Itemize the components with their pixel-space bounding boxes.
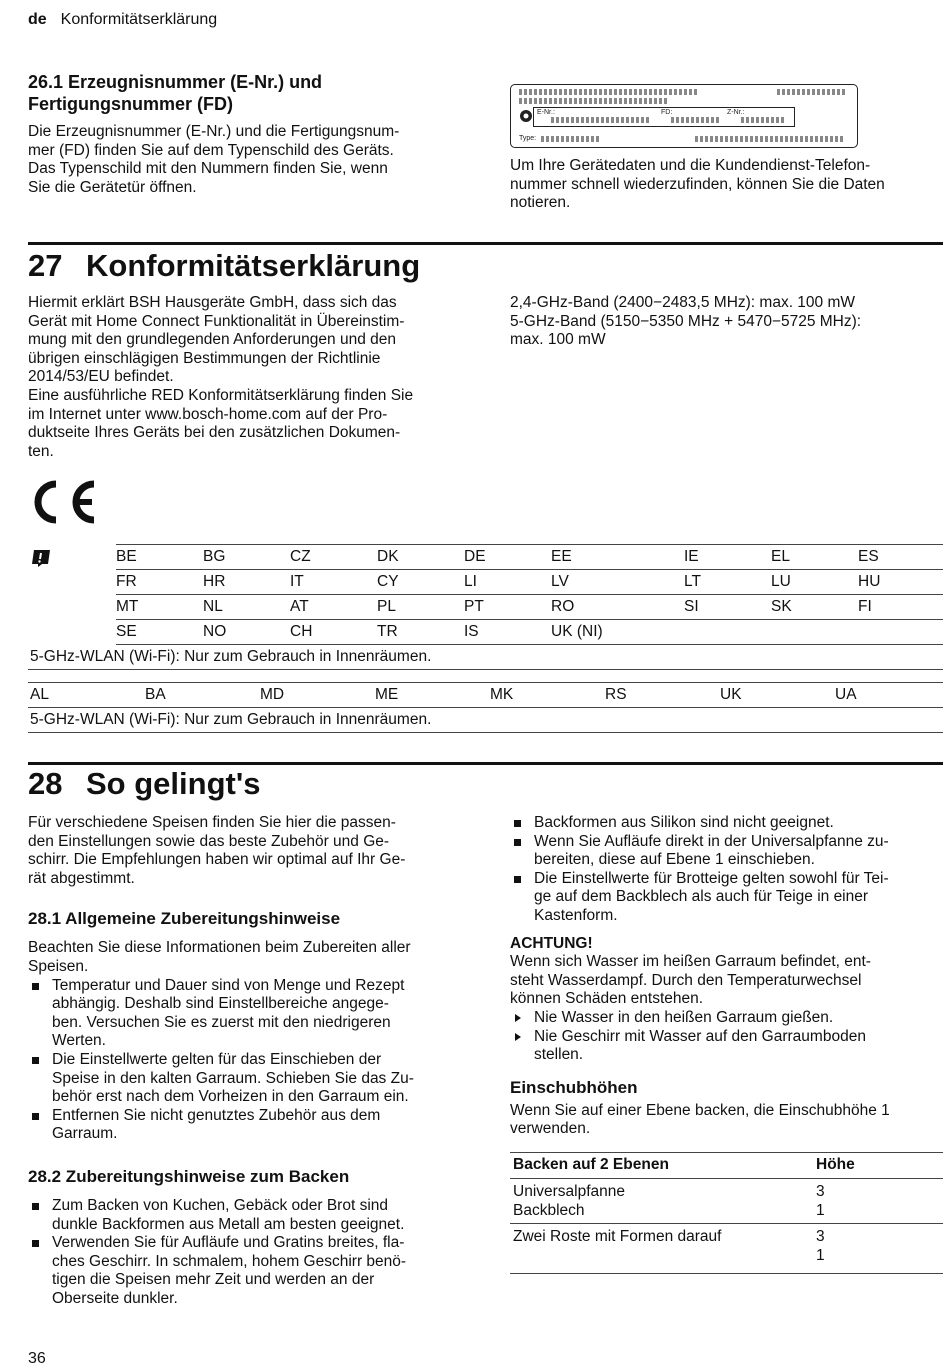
paragraph: Beachten Sie diese Informationen beim Zubereiten aller Speisen. [28,939,411,975]
language-code: de [28,11,47,28]
chapter-title-28: 28 So gelingt's [28,766,261,801]
table-row: SE NO CH TR IS UK (NI) [28,620,943,645]
running-header [28,11,217,30]
table-header-row [510,1152,943,1178]
list-item: Zum Backen von Kuchen, Gebäck oder Brot sind dunkle Backformen aus Metall am besten geeignet. [28,1197,478,1234]
page-number: 36 [28,1350,46,1367]
table-row: MT NL AT PL PT RO SI SK FI [28,595,943,620]
warning-text: Wenn sich Wasser im heißen Garraum befindet, ent- steht Wasserdampf. Durch den Temperaturwechsel können Schäden entstehen. [510,953,871,1008]
paragraph: Die Erzeugnisnummer (E-Nr.) und die Fertigungsnum- mer (FD) finden Sie auf dem Typenschild des Geräts. Das Typenschild mit den Nummern finden Sie, wenn Sie die Gerätetür öffnen. [28,123,400,196]
column-header: Backen auf 2 Ebenen [510,1152,813,1178]
column-header: Höhe [813,1152,943,1178]
subsection-heading: Einschubhöhen [510,1077,638,1097]
intro-paragraph: Für verschiedene Speisen finden Sie hier die passen- den Einstellungen sowie das beste Zubehör und Ge- schirr. Die Empfehlungen haben wir optimal auf Ihr Ge- rät abgestimmt. [28,814,406,887]
right-column [510,814,945,1274]
subsection-heading: 28.1 Allgemeine Zubereitungshinweise [28,909,341,929]
service-icon [519,109,533,123]
list-item: Entfernen Sie nicht genutztes Zubehör aus dem Garraum. [28,1107,478,1144]
chapter-title-27: 27 Konformitätserklärung [28,248,421,283]
table-row: AL BA MD ME MK RS UK UA [28,683,943,708]
table-row: BE BG CZ DK DE EE IE EL ES [28,545,943,570]
fd-label: FD: [661,109,673,116]
table-row: 5-GHz-WLAN (Wi-Fi): Nur zum Gebrauch in Innenräumen. [28,708,943,733]
shelf-height-table [510,1152,943,1274]
frequency-bands: 2,4-GHz-Band (2400−2483,5 MHz): max. 100 mW 5-GHz-Band (5150−5350 MHz + 5470−5725 MHz): max. 100 mW [510,294,862,349]
bullet-list [28,1197,478,1309]
list-item: Nie Wasser in den heißen Garraum gießen. [510,1009,945,1028]
warning-title: ACHTUNG! [510,934,593,952]
step-list [510,1009,945,1065]
list-item: Die Einstellwerte für Brotteige gelten sowohl für Tei- ge auf dem Backblech als auch für Teige in einer Kastenform. [510,870,945,926]
bullet-list [510,814,945,926]
header-title: Konformitätserklärung [60,11,218,28]
conformity-text: Hiermit erklärt BSH Hausgeräte GmbH, dass sich das Gerät mit Home Connect Funktionalität in Übereinstim- mung mit den grundlegenden Anforderungen und den übrigen einschlägigen Bestimmungen der Richtlinie 2014/53/EU befindet. Eine ausführliche RED Konformitätserklärung finden Sie im Internet unter www.bosch-home.com auf der Pro- duktseite Ihres Geräts bei den zusätzlichen Dokumen- ten. [28,294,414,460]
type-plate-caption: Um Ihre Gerätedaten und die Kundendienst-Telefon- nummer schnell wiederzufinden, können Sie die Daten notieren. [510,157,885,212]
subsection-heading: 28.2 Zubereitungshinweise zum Backen [28,1166,350,1186]
section-rule [28,242,943,245]
ce-mark-icon [28,478,98,526]
list-item: Verwenden Sie für Aufläufe und Gratins breites, fla- ches Geschirr. In schmalem, hohem Geschirr benö- tigen die Speisen mehr Zeit und werden an der Oberseite dunkler. [28,1234,478,1308]
list-item: Wenn Sie Aufläufe direkt in der Universalpfanne zu- bereiten, diese auf Ebene 1 einschieben. [510,833,945,870]
list-item: Backformen aus Silikon sind nicht geeignet. [510,814,945,833]
section-rule [28,762,943,765]
section-heading: 26.1 Erzeugnisnummer (E-Nr.) und Fertigungsnummer (FD) [28,72,323,114]
enr-label: E-Nr.: [537,109,555,116]
type-plate-illustration [510,84,858,148]
type-label: Type: [519,135,537,142]
table-row: Universalpfanne Backblech 3 1 [510,1178,943,1223]
country-table-eu [28,544,943,670]
list-item: Die Einstellwerte gelten für das Einschieben der Speise in den kalten Garraum. Schieben Sie das Zu- behör erst nach dem Vorheizen in den Garraum ein. [28,1051,478,1107]
table-row: FR HR IT CY LI LV LT LU HU [28,570,943,595]
section-26-1 [28,71,468,197]
znr-label: Z-Nr.: [727,109,745,116]
left-column [28,814,478,1308]
country-table-non-eu [28,682,943,733]
paragraph: Wenn Sie auf einer Ebene backen, die Einschubhöhe 1 verwenden. [510,1101,890,1138]
list-item: Nie Geschirr mit Wasser auf den Garraumboden stellen. [510,1028,945,1065]
table-row: Zwei Roste mit Formen darauf 3 1 [510,1224,943,1274]
bullet-list [28,977,478,1144]
list-item: Temperatur und Dauer sind von Menge und Rezept abhängig. Deshalb sind Einstellbereiche angege- ben. Versuchen Sie es zuerst mit den niedrigeren Werten. [28,977,478,1051]
table-row: 5-GHz-WLAN (Wi-Fi): Nur zum Gebrauch in Innenräumen. [28,645,943,670]
